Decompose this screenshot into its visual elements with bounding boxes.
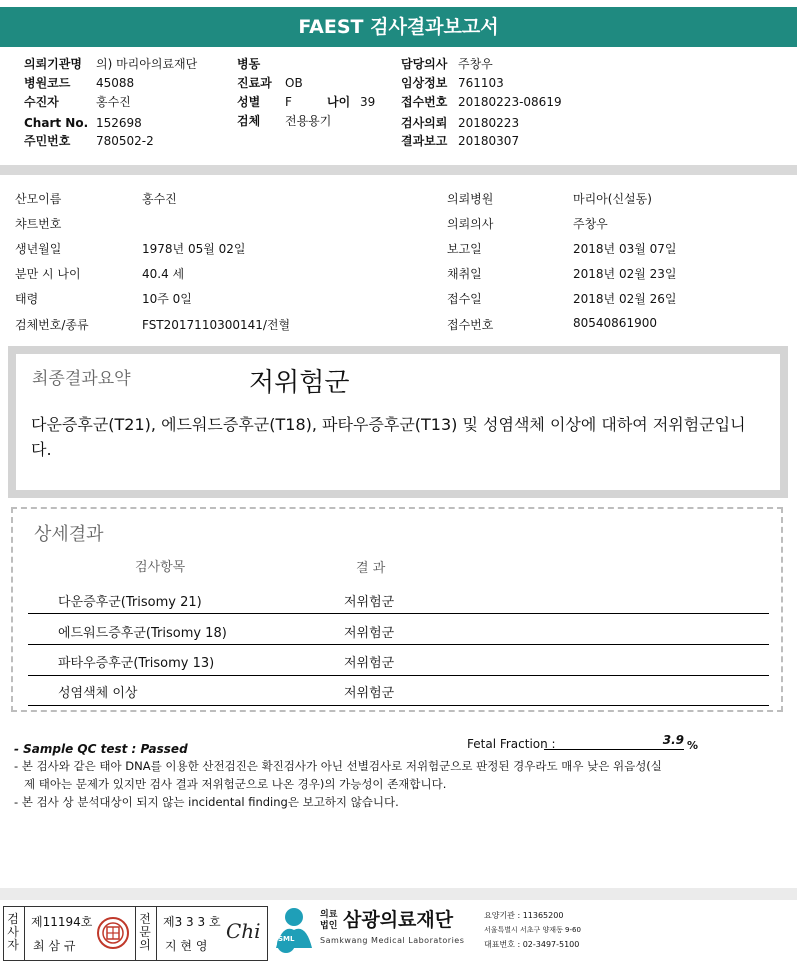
header-divider <box>0 165 797 175</box>
accession-value: 20180223-08619 <box>458 95 562 109</box>
specimen-label: 검체 <box>237 114 261 128</box>
logo-text: SML <box>278 935 295 943</box>
summary-result: 저위험군 <box>249 368 350 398</box>
receipt-no-label: 접수번호 <box>447 318 494 332</box>
org-prefix-1: 의료 <box>320 910 338 920</box>
specimen-type-label: 검체번호/종류 <box>15 318 89 332</box>
age-label: 나이 <box>327 95 351 109</box>
dept-label: 진료과 <box>237 76 272 90</box>
resident-no-value: 780502-2 <box>96 134 154 148</box>
gestation-label: 태령 <box>15 292 39 306</box>
row-divider <box>28 675 769 676</box>
col-header-item: 검사항목 <box>135 560 186 575</box>
row-divider <box>28 644 769 645</box>
chart-label: 챠트번호 <box>15 217 62 231</box>
patient-info <box>0 180 797 340</box>
qc-status: - Sample QC test : Passed <box>14 742 188 756</box>
sex-label: 성별 <box>237 95 261 109</box>
row-3-item: 파타우증후군(Trisomy 13) <box>58 656 215 671</box>
seal-stamp-icon <box>96 915 130 951</box>
fetal-fraction-unit: % <box>687 739 699 752</box>
receive-day-label: 접수일 <box>447 292 482 306</box>
row-4-item: 성염색체 이상 <box>58 686 138 701</box>
note-line-2: 제 태아는 문제가 있지만 검사 결과 저위험군으로 나온 경우)의 가능성이 존재합니다. <box>24 777 447 791</box>
collect-day-label: 채취일 <box>447 267 482 281</box>
age-value: 39 <box>360 95 376 109</box>
patient-label: 수진자 <box>24 95 59 109</box>
specialist-vertical-label: 전문의 <box>139 912 151 952</box>
clinical-value: 761103 <box>458 76 504 90</box>
row-1-result: 저위험군 <box>344 595 395 610</box>
dob-label: 생년월일 <box>15 242 62 256</box>
summary-title: 최종결과요약 <box>32 369 131 389</box>
row-1-item: 다운증후군(Trisomy 21) <box>58 595 202 610</box>
sex-value: F <box>285 95 292 109</box>
specialist-license: 제3 3 3 호 <box>163 915 221 929</box>
report-date-value: 20180307 <box>458 134 520 148</box>
row-3-result: 저위험군 <box>344 656 395 671</box>
org-english: Samkwang Medical Laboratories <box>320 936 465 945</box>
fetal-fraction-value: 3.9 <box>544 733 684 750</box>
col-header-result: 결 과 <box>356 561 386 576</box>
examiner-name: 최 삼 규 <box>33 939 76 953</box>
header-info <box>0 0 797 160</box>
hospital-code-label: 병원코드 <box>24 76 71 90</box>
report-day-value: 2018년 03월 07일 <box>573 242 677 256</box>
clinical-label: 임상정보 <box>401 76 448 90</box>
ref-hospital-value: 마리아(신설동) <box>573 192 652 206</box>
footer-divider <box>0 888 797 900</box>
org-code: 요양기관 : 11365200 <box>484 911 564 920</box>
row-divider <box>28 705 769 706</box>
dob-value: 1978년 05월 02일 <box>142 242 246 256</box>
patient-value: 홍수진 <box>96 95 131 109</box>
mother-name-value: 홍수진 <box>142 192 177 206</box>
report-title: FAEST 검사결과보고서 <box>0 7 797 47</box>
specimen-type-value: FST2017110300141/전혈 <box>142 318 291 332</box>
ref-doctor-label: 의뢰의사 <box>447 217 494 231</box>
report-day-label: 보고일 <box>447 242 482 256</box>
org-name: 삼광의료재단 <box>343 909 454 931</box>
accession-label: 접수번호 <box>401 95 448 109</box>
signature-box <box>3 906 268 961</box>
signature: Chi <box>226 919 261 943</box>
ref-doctor-value: 주창우 <box>573 217 608 231</box>
receive-day-value: 2018년 02월 26일 <box>573 292 677 306</box>
row-divider <box>28 613 769 614</box>
request-date-value: 20180223 <box>458 116 520 130</box>
row-2-item: 에드워드증후군(Trisomy 18) <box>58 626 227 641</box>
row-2-result: 저위험군 <box>344 626 395 641</box>
resident-no-label: 주민번호 <box>24 134 71 148</box>
report-date-label: 결과보고 <box>401 134 448 148</box>
age-at-delivery-label: 분만 시 나이 <box>15 267 81 281</box>
receipt-no-value: 80540861900 <box>573 316 657 330</box>
chart-no-label: Chart No. <box>24 116 89 130</box>
divider <box>135 907 136 960</box>
specimen-value: 전용용기 <box>285 114 332 128</box>
chart-no-value: 152698 <box>96 116 142 130</box>
collect-day-value: 2018년 02월 23일 <box>573 267 677 281</box>
divider <box>24 907 25 960</box>
examiner-vertical-label: 검사자 <box>7 912 19 952</box>
row-4-result: 저위험군 <box>344 686 395 701</box>
note-line-3: - 본 검사 상 분석대상이 되지 않는 incidental finding은 보고하지 않습니다. <box>14 795 399 809</box>
org-prefix-2: 법인 <box>320 921 338 931</box>
mother-name-label: 산모이름 <box>15 192 62 206</box>
dept-value: OB <box>285 76 303 90</box>
detail-title: 상세결과 <box>34 524 104 545</box>
examiner-license: 제11194호 <box>31 915 93 929</box>
note-line-1: - 본 검사와 같은 태아 DNA를 이용한 산전검진은 확진검사가 아닌 선별검사로 저위험군으로 판정된 경우라도 매우 낮은 위음성(실 <box>14 759 662 773</box>
doctor-label: 담당의사 <box>401 57 448 71</box>
doctor-value: 주창우 <box>458 57 493 71</box>
org-phone: 대표번호 : 02-3497-5100 <box>484 940 580 949</box>
sml-logo-icon <box>272 906 316 956</box>
summary-text: 다운증후군(T21), 에드워드증후군(T18), 파타우증후군(T13) 및 성염색체 이상에 대하여 저위험군입니다. <box>31 415 746 459</box>
gestation-value: 10주 0일 <box>142 292 192 306</box>
specialist-name: 지 현 영 <box>165 939 208 953</box>
institution-value: 의) 마리아의료재단 <box>96 57 198 71</box>
age-at-delivery-value: 40.4 세 <box>142 267 185 281</box>
ward-label: 병동 <box>237 57 261 71</box>
fetal-fraction-label: Fetal Fraction : <box>467 737 556 751</box>
hospital-code-value: 45088 <box>96 76 135 90</box>
institution-label: 의뢰기관명 <box>24 57 82 71</box>
org-address: 서울특별시 서초구 양재동 9-60 <box>484 926 581 934</box>
divider <box>156 907 157 960</box>
ref-hospital-label: 의뢰병원 <box>447 192 494 206</box>
request-date-label: 검사의뢰 <box>401 116 448 130</box>
